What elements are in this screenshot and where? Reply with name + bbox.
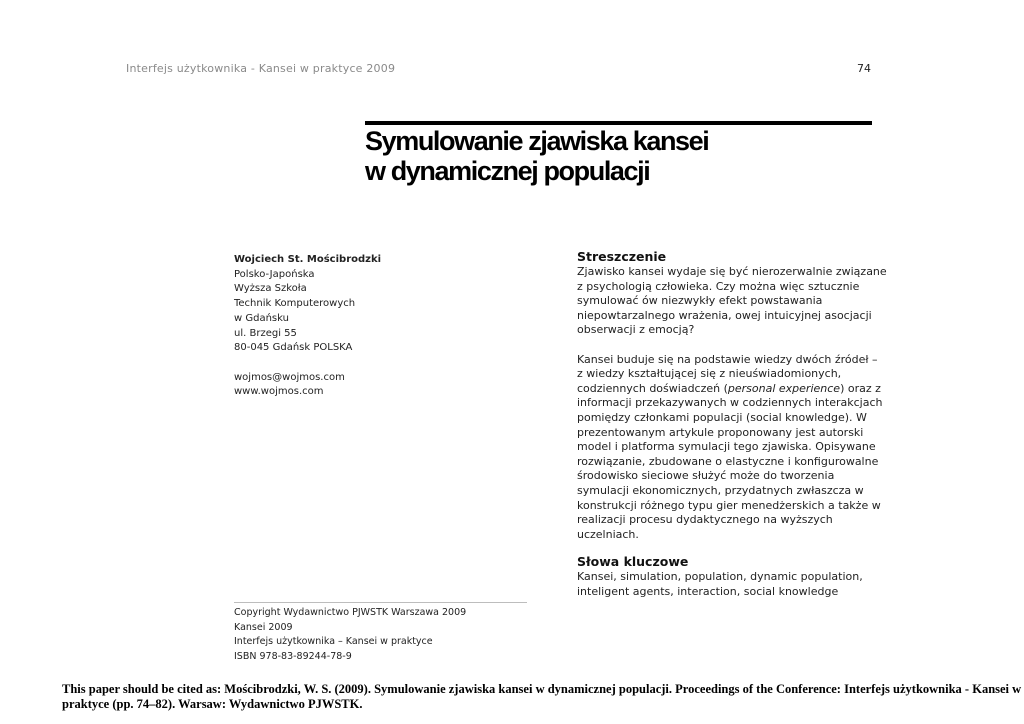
author-block [234,253,381,400]
keywords-line: inteligent agents, interaction, social knowledge [577,584,839,598]
abstract-text: ) oraz z [840,381,881,395]
italic-term: personal experience [727,381,841,395]
abstract-line: obserwacji z emocją? [577,323,695,337]
title-rule [365,121,872,125]
abstract-heading: Streszczenie [577,249,667,264]
citation-line-2: praktyce (pp. 74–82). Warsaw: Wydawnictwo PJWSTK. [62,697,363,711]
author-name: Wojciech St. Mościbrodzki [234,254,382,265]
abstract-line: Zjawisko kansei wydaje się być nierozerwalnie związane [577,265,887,278]
citation-note [62,682,1022,712]
affiliation-line: ul. Brzegi 55 [234,327,297,339]
abstract-line: z wiedzy kształtującej się z nieuświadomionych, [577,367,842,381]
keywords-line: Kansei, simulation, population, dynamic population, [577,570,863,584]
citation-line-1: This paper should be cited as: Mościbrodzki, W. S. (2009). Symulowanie zjawiska kansei w dynamicznej populacji. Proceedings of the Conference: Interfejs użytkownika - Kansei w [62,682,1022,696]
keywords-heading: Słowa kluczowe [577,554,689,570]
affiliation-line: 80-045 Gdańsk POLSKA [234,342,353,354]
abstract-line: symulacji ekonomicznych, przydatnych zwłaszcza w [577,483,864,497]
copyright-divider [234,602,527,603]
copyright-block [234,606,466,665]
paper-title [365,126,885,186]
affiliation-line: Polsko-Japońska [234,268,315,280]
abstract-line: prezentowanym artykule proponowany jest autorski [577,425,864,439]
abstract-line: środowisko sieciowe służyć może do tworzenia [577,469,835,483]
abstract-line: Kansei buduje się na podstawie wiedzy dwóch źródeł – [577,352,878,366]
affiliation-line: Technik Komputerowych [234,298,356,310]
running-header: Interfejs użytkownika - Kansei w praktyce 2009 [126,62,396,75]
abstract-line: model i platforma symulacji tego zjawiska. Opisywane [577,440,876,454]
abstract-line: symulować ów niezwykły efekt powstawania [577,294,823,308]
title-line-2: w dynamicznej populacji [365,156,650,186]
copyright-line: Kansei 2009 [234,621,293,633]
page-number: 74 [857,62,871,75]
isbn: ISBN 978-83-89244-78-9 [234,651,352,663]
author-email[interactable]: wojmos@wojmos.com [234,371,345,383]
title-line-1: Symulowanie zjawiska kansei [365,126,709,156]
abstract-line: uczelniach. [577,527,639,541]
abstract-line: niepowtarzalnego wrażenia, owej intuicyjnej asocjacji [577,308,872,322]
affiliation-line: w Gdańsku [234,312,289,324]
author-website[interactable]: www.wojmos.com [234,386,324,398]
abstract-line: konstrukcji różnego typu gier menedżerskich a także w [577,498,881,512]
abstract-line: rozwiązanie, zbudowane o elastyczne i konfigurowalne [577,454,879,468]
abstract-line: z psychologią człowieka. Czy można więc sztucznie [577,279,860,293]
copyright-line: Interfejs użytkownika – Kansei w praktyce [234,636,433,648]
abstract-line: pomiędzy członkami populacji (social knowledge). W [577,410,867,424]
abstract-section [577,249,887,599]
spacer [234,356,381,371]
copyright-line: Copyright Wydawnictwo PJWSTK Warszawa 2009 [234,607,467,618]
abstract-text: codziennych doświadczeń ( [577,381,728,395]
abstract-line: informacji przekazywanych w codziennych interakcjach [577,396,883,410]
affiliation-line: Wyższa Szkoła [234,283,307,295]
abstract-line: realizacji procesu dydaktycznego na wyższych [577,513,833,527]
abstract-line [577,381,881,397]
